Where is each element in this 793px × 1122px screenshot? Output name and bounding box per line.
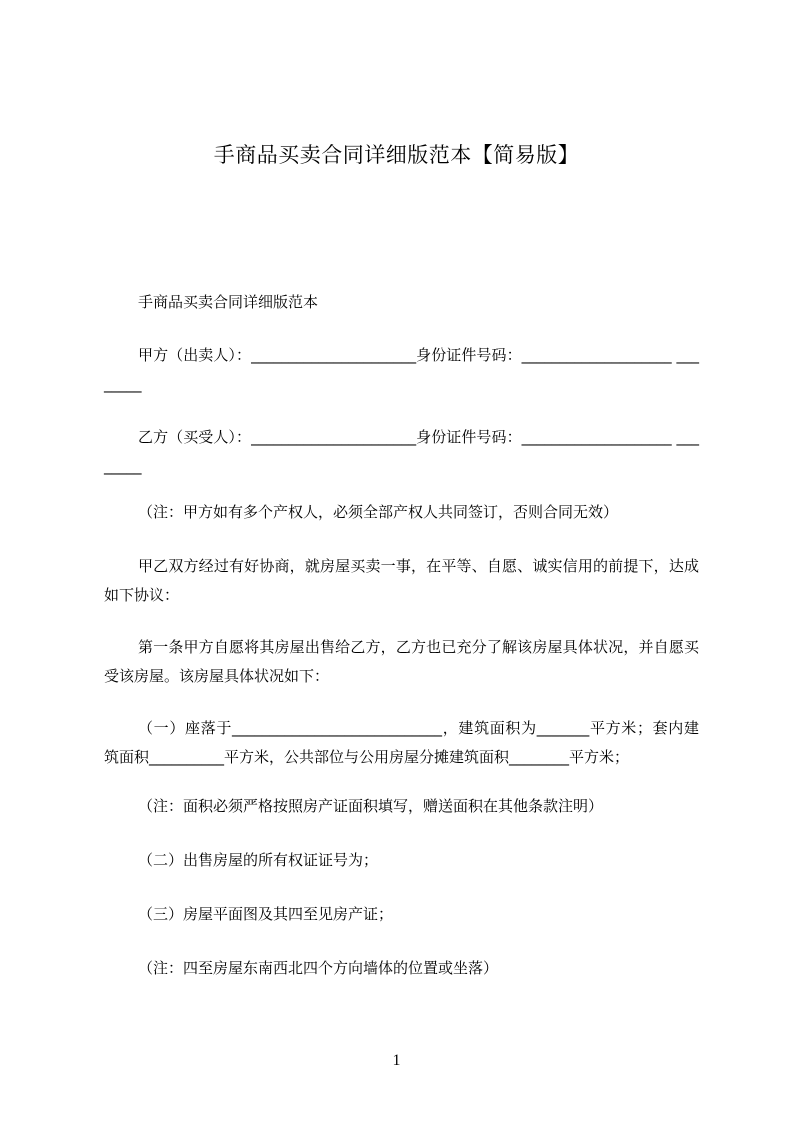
- note-owners-paragraph: （注：甲方如有多个产权人，必须全部产权人共同签订，否则合同无效）: [138, 503, 619, 521]
- party-a-paragraph: 甲方（出卖人）：______________________身份证件号码：____________________ ________: [104, 346, 699, 393]
- page-number: 1: [392, 1052, 401, 1069]
- subtitle-paragraph: 手商品买卖合同详细版范本: [138, 293, 319, 311]
- article-one-paragraph: 第一条甲方自愿将其房屋出售给乙方，乙方也已充分了解该房屋具体状况，并自愿买受该房屋。该房屋具体状况如下：: [104, 638, 699, 685]
- note-boundaries-paragraph: （注：四至房屋东南西北四个方向墙体的位置或坐落）: [138, 959, 499, 977]
- location-area-paragraph: （一）座落于____________________________，建筑面积为_______平方米；套内建筑面积__________平方米，公共部位与公用房屋分摊建筑面积________平方米；: [104, 719, 699, 766]
- note-area-paragraph: （注：面积必须严格按照房产证面积填写，赠送面积在其他条款注明）: [138, 797, 604, 815]
- floor-plan-paragraph: （三）房屋平面图及其四至见房产证；: [138, 905, 394, 923]
- document-title: 手商品买卖合同详细版范本【简易版】: [213, 143, 580, 167]
- agreement-intro-paragraph: 甲乙双方经过有好协商，就房屋买卖一事，在平等、自愿、诚实信用的前提下，达成如下协议：: [104, 557, 699, 604]
- party-b-paragraph: 乙方（买受人）：______________________身份证件号码：____________________ ________: [104, 428, 699, 475]
- certificate-paragraph: （二）出售房屋的所有权证证号为；: [138, 851, 379, 869]
